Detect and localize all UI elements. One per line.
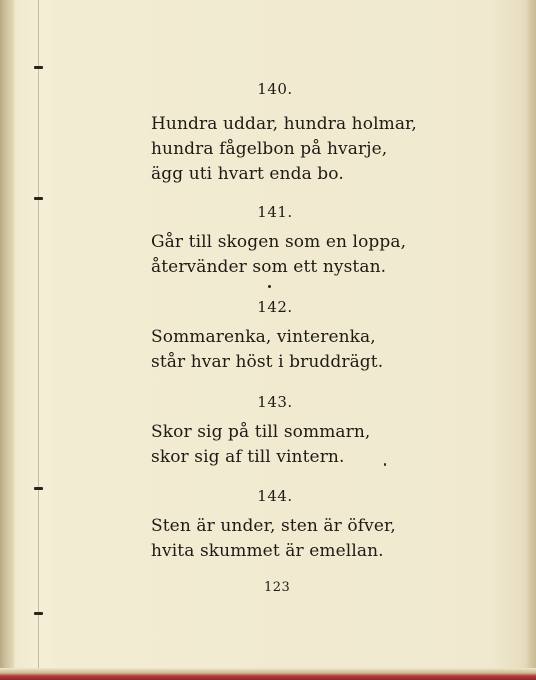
- riddle-number: 144.: [257, 487, 293, 505]
- riddle-142: [145, 297, 415, 375]
- binding-stitch: [34, 66, 43, 69]
- ink-speck: [384, 463, 386, 466]
- riddle-number: 141.: [257, 203, 293, 221]
- riddle-line: skor sig af till vintern.: [151, 447, 345, 467]
- riddle-line: Skor sig på till sommarn,: [151, 422, 371, 442]
- binding-stitch: [34, 197, 43, 200]
- ink-speck: [268, 285, 271, 288]
- riddle-line: står hvar höst i bruddrägt.: [151, 352, 384, 372]
- riddle-line: återvänder som ett nystan.: [151, 257, 387, 277]
- riddle-line: Sommarenka, vinterenka,: [151, 327, 376, 347]
- riddle-number: 143.: [257, 393, 293, 411]
- binding-stitch: [34, 487, 43, 490]
- riddle-line: hvita skummet är emellan.: [151, 541, 384, 561]
- riddle-line: Går till skogen som en loppa,: [151, 232, 407, 252]
- riddle-line: hundra fågelbon på hvarje,: [151, 139, 388, 159]
- page-number: 123: [264, 580, 291, 595]
- riddle-140: [145, 79, 415, 187]
- riddle-line: ägg uti hvart enda bo.: [151, 164, 344, 184]
- page-bottom-edge: [0, 668, 536, 680]
- riddle-144: [145, 486, 415, 564]
- page-right-edge: [526, 0, 536, 680]
- riddle-number: 140.: [257, 80, 293, 98]
- gutter-fold-line: [38, 0, 39, 680]
- riddle-141: [145, 202, 415, 280]
- riddle-line: Sten är under, sten är öfver,: [151, 516, 396, 536]
- riddle-number: 142.: [257, 298, 293, 316]
- binding-stitch: [34, 612, 43, 615]
- riddle-line: Hundra uddar, hundra holmar,: [151, 114, 417, 134]
- riddle-143: [145, 392, 415, 470]
- binding-spine: [0, 0, 14, 680]
